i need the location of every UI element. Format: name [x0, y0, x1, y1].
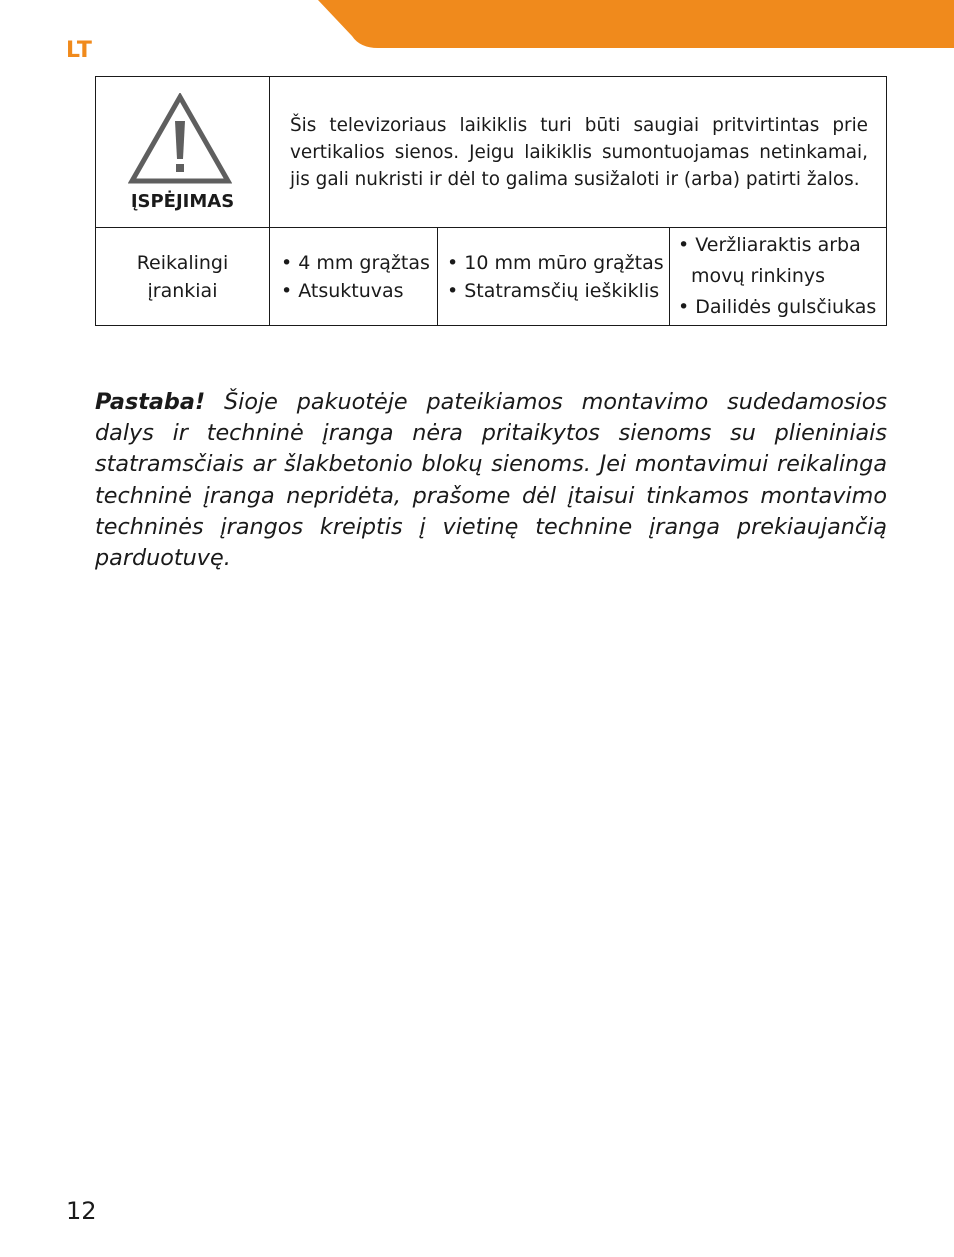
tool-item: • 10 mm mūro grąžtas	[447, 251, 664, 274]
tool-item: • 4 mm grąžtas	[281, 251, 430, 274]
warning-triangle-icon	[128, 93, 232, 185]
warning-tools-table	[95, 76, 887, 326]
tools-row	[96, 228, 886, 325]
warning-row	[96, 77, 886, 228]
tool-item: • Statramsčių ieškiklis	[447, 279, 660, 302]
tool-item: • Dailidės gulsčiukas	[678, 296, 877, 318]
header-accent-tab	[0, 0, 954, 50]
tools-label	[96, 228, 270, 325]
warning-text: Šis televizoriaus laikiklis turi būti saugiai pritvirtintas prie vertikalios sienos. Jeigu laikiklis sumontuojamas netinkamai, jis gali nukristi ir dėl to galima susižaloti ir (arba) patirti žalos.	[290, 115, 868, 190]
tools-column-3	[670, 228, 886, 325]
warning-icon-cell	[96, 77, 270, 227]
warning-label: ĮSPĖJIMAS	[130, 191, 235, 212]
language-code: LT	[66, 38, 93, 63]
page-number: 12	[66, 1197, 97, 1225]
tool-item-continuation: movų rinkinys	[691, 265, 826, 287]
tools-column-2	[438, 228, 670, 325]
note-text: Šioje pakuotėje pateikiamos montavimo sudedamosios dalys ir techninė įranga nėra pritaikytos sienoms su plieniniais statramsčiais ar šlakbetonio blokų sienoms. Jei montavimui reikalinga techninė įranga nepridėta, prašome dėl įtaisui tinkamos montavimo techninės įrangos kreiptis į vietinę technine įranga prekiaujančią parduotuvę.	[95, 389, 887, 572]
tools-label-line: Reikalingi	[136, 251, 229, 274]
tool-item: • Veržliaraktis arba	[678, 234, 861, 256]
tools-column-1	[270, 228, 438, 325]
note-paragraph	[95, 387, 887, 574]
tools-label-line: įrankiai	[147, 279, 218, 302]
note-lead: Pastaba!	[95, 389, 206, 415]
tool-item: • Atsuktuvas	[281, 279, 404, 302]
